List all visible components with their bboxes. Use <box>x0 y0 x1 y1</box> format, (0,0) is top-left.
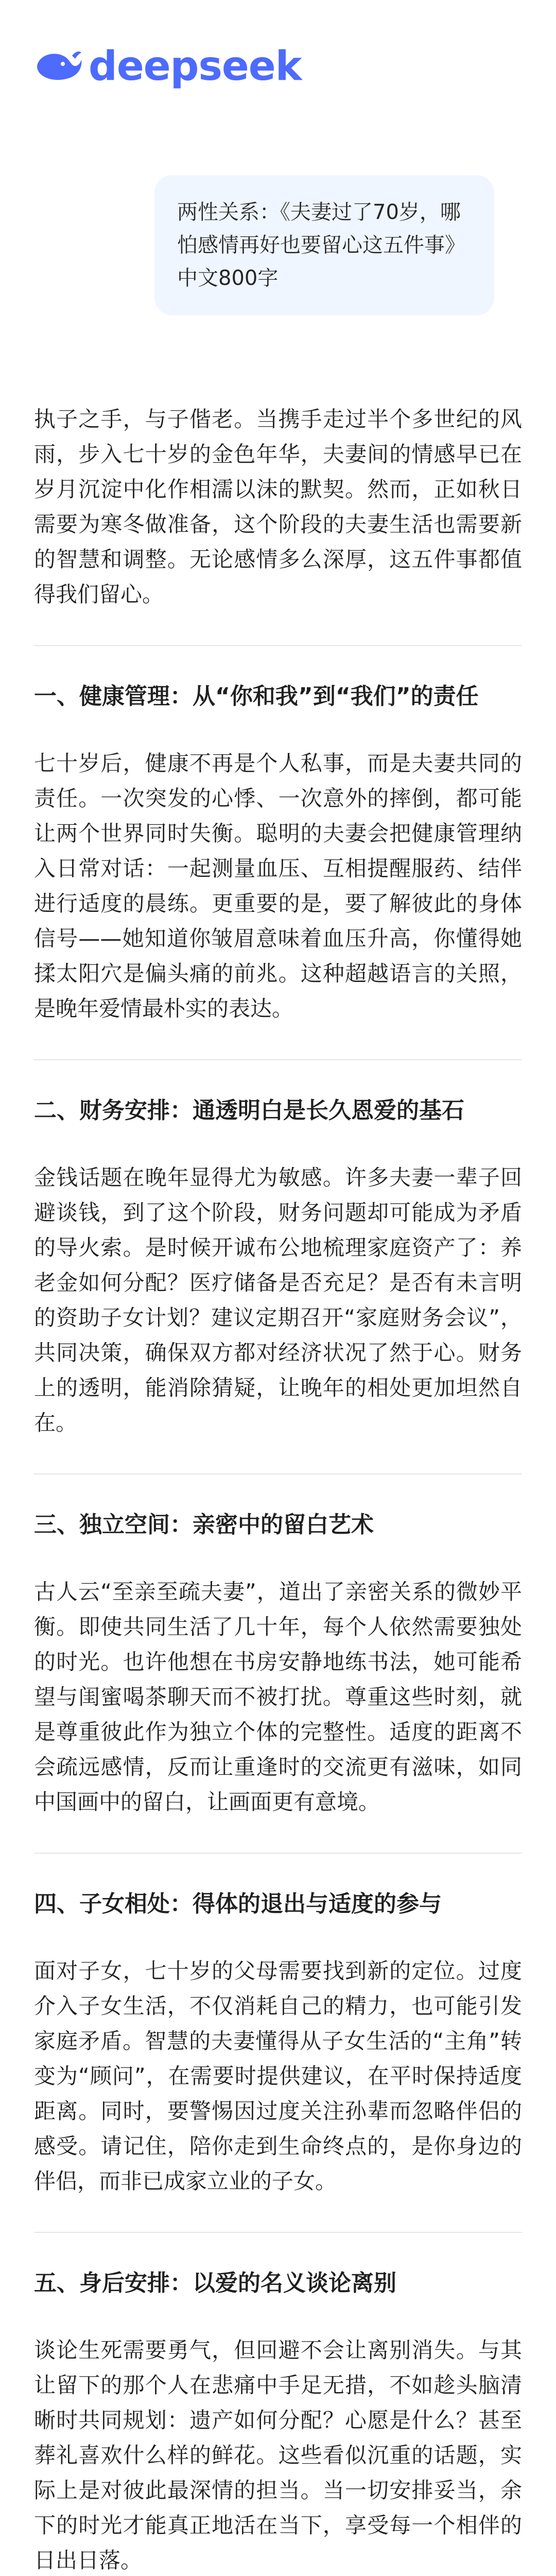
section-title-farewell: 五、身后安排：以爱的名义谈论离别 <box>34 2270 396 2296</box>
response-intro: 执子之手，与子偕老。当携手走过半个多世纪的风雨，步入七十岁的金色年华，夫妻间的情感早已在岁月沉淀中化作相濡以沫的默契。然而，正如秋日需要为寒冬做准备，这个阶段的夫妻生活也需要新的智慧和调整。无论感情多么深厚，这五件事都值得我们留心。 <box>34 406 522 607</box>
section-title-children: 四、子女相处：得体的退出与适度的参与 <box>34 1891 442 1917</box>
section-divider <box>34 1853 522 1854</box>
section-divider <box>34 645 522 646</box>
section-paragraph-children: 面对子女，七十岁的父母需要找到新的定位。过度介入子女生活，不仅消耗自己的精力，也可能引发家庭矛盾。智慧的夫妻懂得从子女生活的“主角”转变为“顾问”，在需要时提供建议，在平时保持适度距离。同时，要警惕因过度关注孙辈而忽略伴侣的感受。请记住，陪你走到生命终点的，是你身边的伴侣，而非已成家立业的子女。 <box>34 1958 522 2194</box>
assistant-response <box>34 402 522 2576</box>
section-paragraph-health: 七十岁后，健康不再是个人私事，而是夫妻共同的责任。一次突发的心悸、一次意外的摔倒，都可能让两个世界同时失衡。聪明的夫妻会把健康管理纳入日常对话：一起测量血压、互相提醒服药、结伴进行适度的晨练。更重要的是，要了解彼此的身体信号——她知道你皱眉意味着血压升高，你懂得她揉太阳穴是偏头痛的前兆。这种超越语言的关照，是晚年爱情最朴实的表达。 <box>34 751 522 1021</box>
section-title-health: 一、健康管理：从“你和我”到“我们”的责任 <box>34 683 479 709</box>
section-divider <box>34 1059 522 1060</box>
section-divider <box>34 1473 522 1475</box>
whale-logo-icon <box>34 45 83 86</box>
section-paragraph-finance: 金钱话题在晚年显得尤为敏感。许多夫妻一辈子回避谈钱，到了这个阶段，财务问题却可能成为矛盾的导火索。是时候开诚布公地梳理家庭资产了：养老金如何分配？医疗储备是否充足？是否有未言明的资助子女计划？建议定期召开“家庭财务会议”，共同决策，确保双方都对经济状况了然于心。财务上的透明，能消除猜疑，让晚年的相处更加坦然自在。 <box>34 1165 522 1435</box>
section-paragraph-space: 古人云“至亲至疏夫妻”，道出了亲密关系的微妙平衡。即使共同生活了几十年，每个人依然需要独处的时光。也许他想在书房安静地练书法，她可能希望与闺蜜喝茶聊天而不被打扰。尊重这些时刻，就是尊重彼此作为独立个体的完整性。适度的距离不会疏远感情，反而让重逢时的交流更有滋味，如同中国画中的留白，让画面更有意境。 <box>34 1579 522 1815</box>
user-message-bubble <box>154 175 494 315</box>
user-message-text: 两性关系：《夫妻过了70岁，哪怕感情再好也要留心这五件事》中文800字 <box>177 200 465 290</box>
section-title-finance: 二、财务安排：通透明白是长久恩爱的基石 <box>34 1097 464 1124</box>
app-header <box>0 0 556 134</box>
brand-name: deepseek <box>89 43 302 90</box>
section-title-space: 三、独立空间：亲密中的留白艺术 <box>34 1512 374 1538</box>
section-divider <box>34 2232 522 2233</box>
section-paragraph-farewell: 谈论生死需要勇气，但回避不会让离别消失。与其让留下的那个人在悲痛中手足无措，不如趁头脑清晰时共同规划：遗产如何分配？心愿是什么？甚至葬礼喜欢什么样的鲜花。这些看似沉重的话题，实际上是对彼此最深情的担当。当一切安排妥当，余下的时光才能真正地活在当下，享受每一个相伴的日出日落。 <box>34 2337 522 2573</box>
